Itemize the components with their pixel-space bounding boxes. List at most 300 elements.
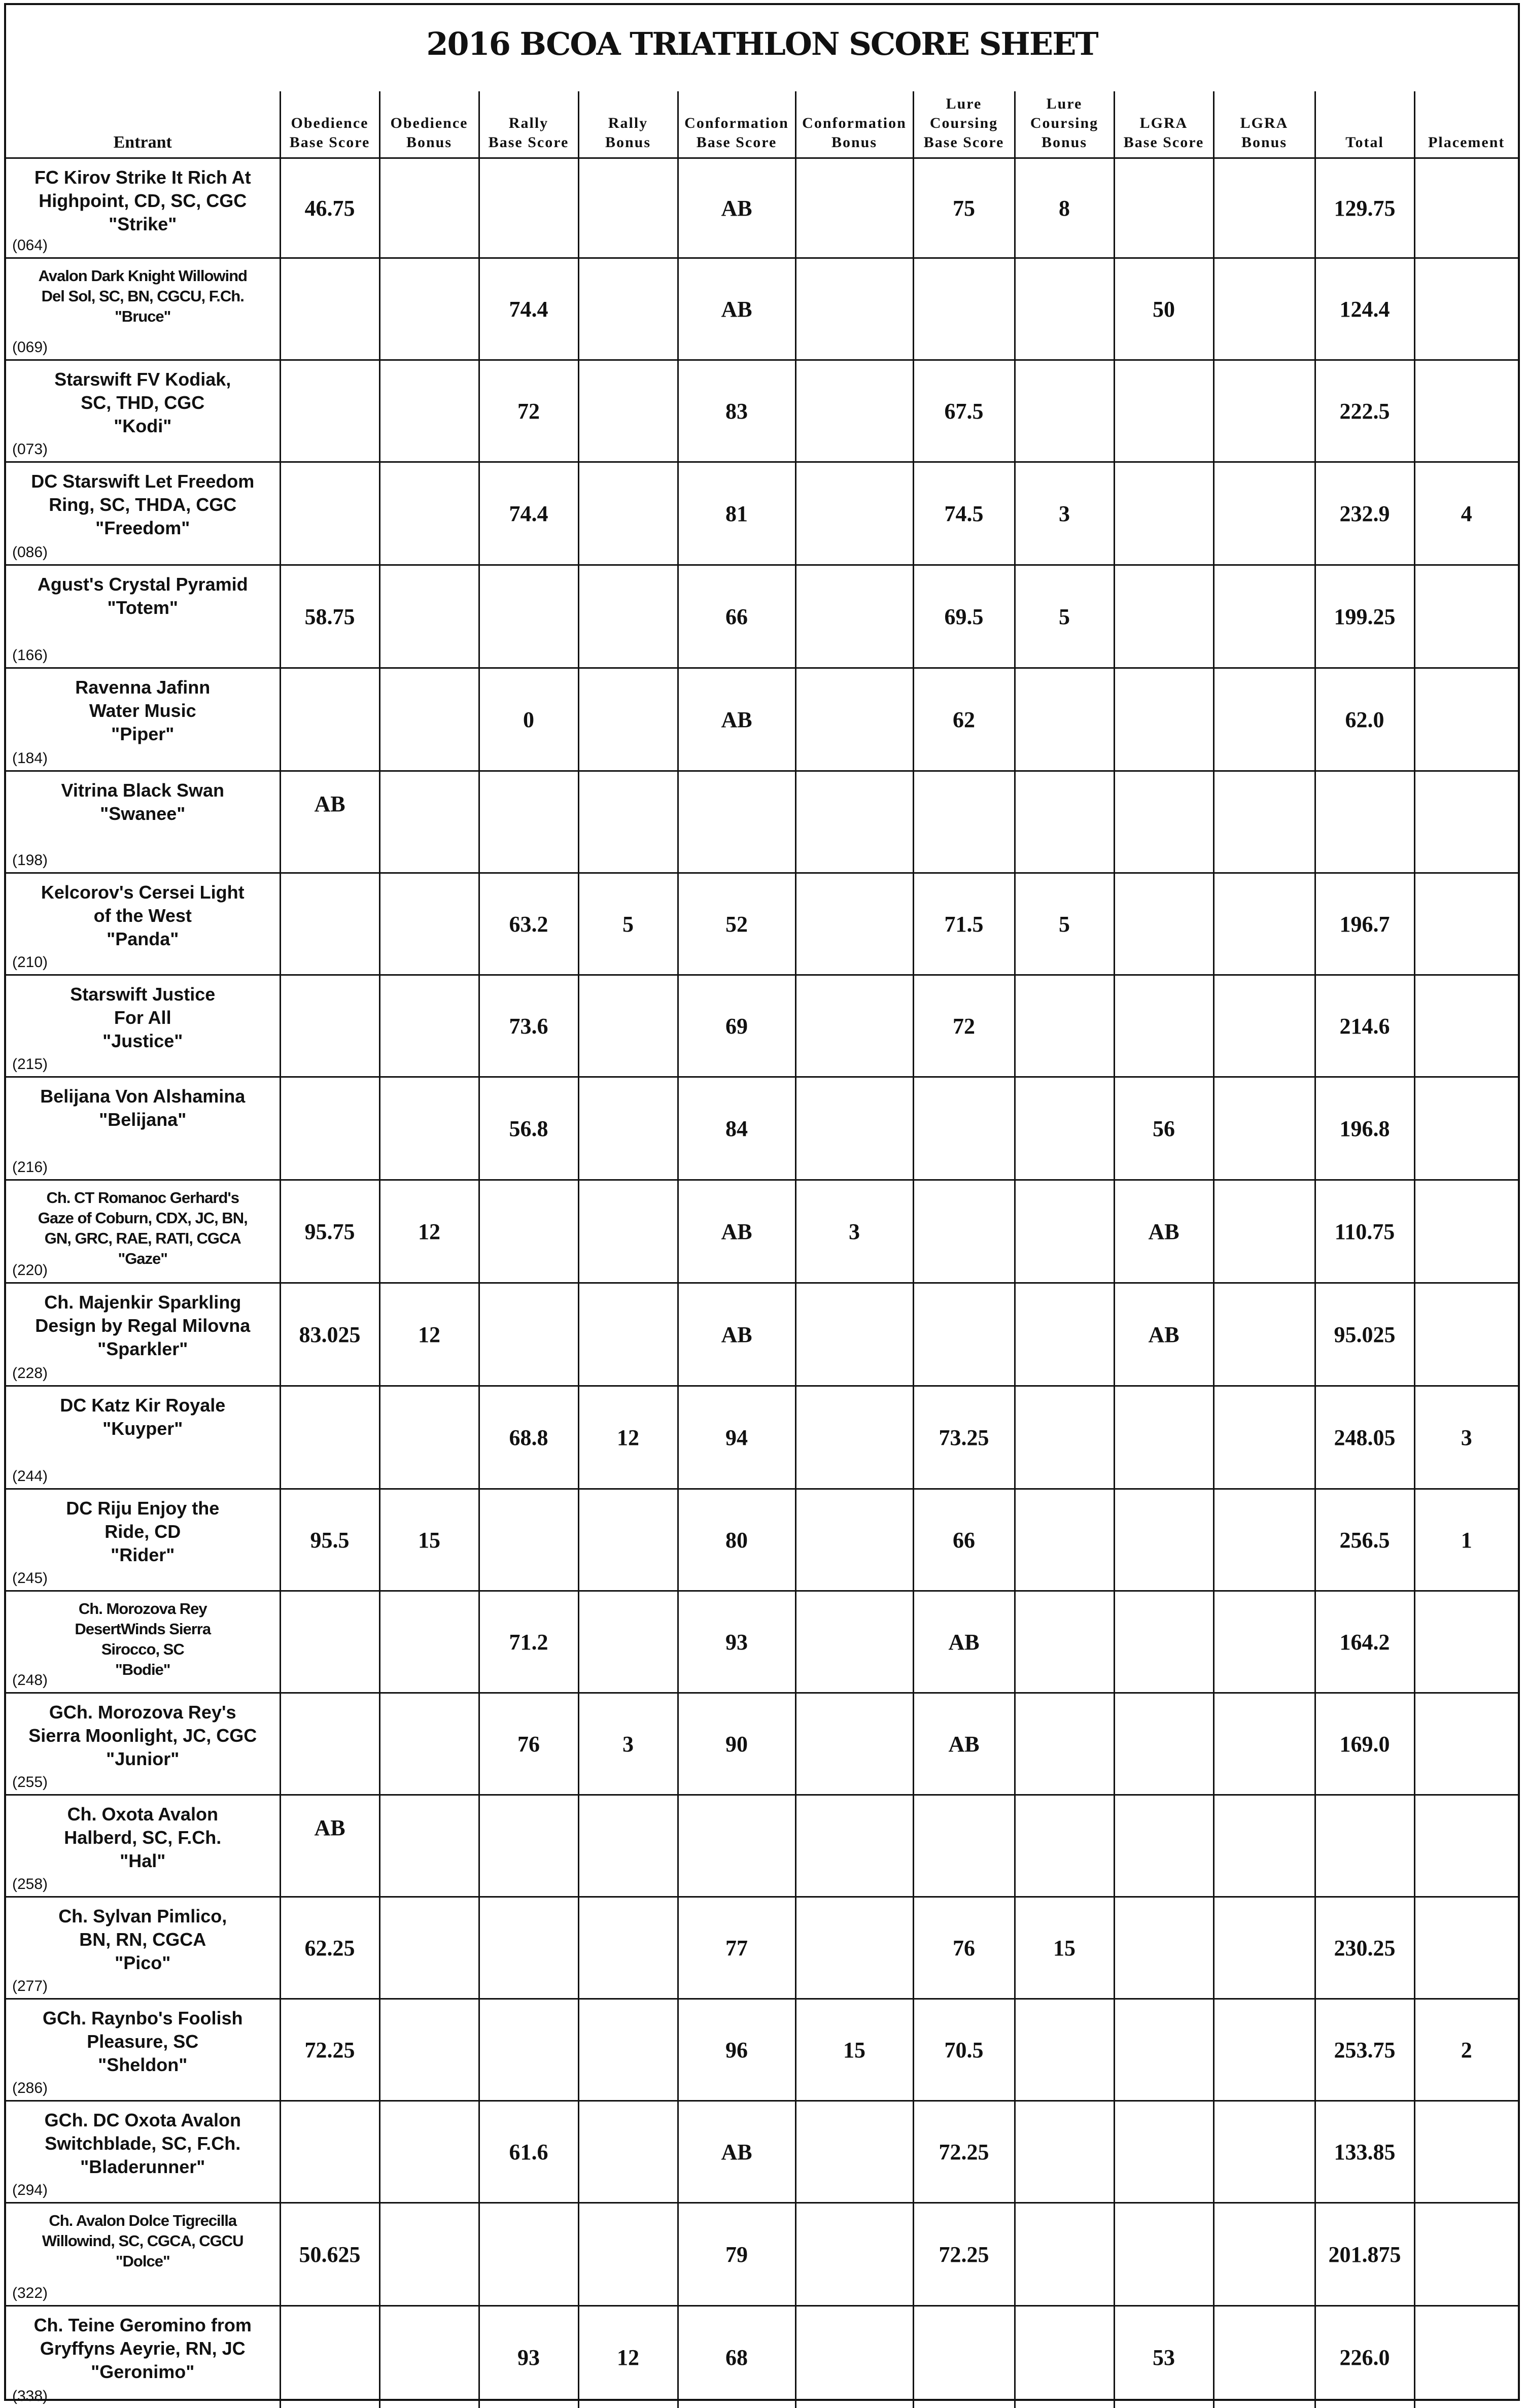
entrant-name-line: Ch. Majenkir Sparkling [11,1291,274,1314]
obedience-base-cell [280,360,379,462]
entrant-name-line: SC, THD, CGC [11,391,274,415]
entrant-cell [6,975,280,1077]
entrant-name-line: "Bodie" [11,1660,274,1680]
table-row [6,360,1518,462]
table-row [6,462,1518,565]
entrant-name-line: "Sparkler" [11,1337,274,1361]
table-row [6,2203,1518,2306]
entrant-name-line: "Piper" [11,723,274,746]
entrant-cell [6,158,280,258]
lure-bonus-cell: 15 [1015,1897,1114,1999]
conformation-bonus-cell [795,1489,913,1591]
placement-cell [1414,1077,1518,1180]
lgra-base-cell [1114,360,1213,462]
rally-base-cell: 73.6 [479,975,578,1077]
column-header-line: Obedience [380,114,478,133]
lure-bonus-cell [1015,2101,1114,2203]
rally-bonus-cell [578,462,678,565]
lure-bonus-cell [1015,1283,1114,1386]
column-header-lure-bonus [1015,91,1114,158]
obedience-bonus-cell: 15 [379,1489,479,1591]
entrant-number: (245) [12,1570,48,1587]
entrant-number: (216) [12,1159,48,1176]
entrant-number: (073) [12,441,48,458]
entrant-name [11,983,274,1053]
rally-bonus-cell: 3 [578,1693,678,1795]
lure-base-cell [913,1795,1015,1897]
lure-bonus-cell [1015,1489,1114,1591]
entrant-cell [6,258,280,360]
column-header-line: Entrant [6,133,280,152]
entrant-cell [6,2203,280,2306]
lure-base-cell: 67.5 [913,360,1015,462]
conformation-bonus-cell [795,462,913,565]
table-row [6,1489,1518,1591]
rally-bonus-cell [578,1489,678,1591]
conformation-bonus-cell [795,975,913,1077]
entrant-name-line: Agust's Crystal Pyramid [11,573,274,596]
obedience-bonus-cell [379,2203,479,2306]
rally-bonus-cell [578,565,678,668]
entrant-name [11,266,274,327]
conformation-base-cell: AB [678,668,795,771]
total-cell: 199.25 [1315,565,1414,668]
entrant-name-line: "Geronimo" [11,2360,274,2384]
conformation-bonus-cell [795,668,913,771]
entrant-name-line: GN, GRC, RAE, RATI, CGCA [11,1228,274,1249]
lure-bonus-cell: 5 [1015,565,1114,668]
obedience-bonus-cell [379,565,479,668]
column-header-line: LGRA [1115,114,1213,133]
entrant-name-line: "Sheldon" [11,2053,274,2077]
obedience-bonus-cell [379,1077,479,1180]
total-cell: 222.5 [1315,360,1414,462]
placement-cell [1414,1283,1518,1386]
lure-bonus-cell [1015,1386,1114,1489]
obedience-base-cell: AB [280,1795,379,1897]
total-cell: 129.75 [1315,158,1414,258]
total-cell: 248.05 [1315,1386,1414,1489]
lgra-base-cell [1114,1591,1213,1693]
rally-bonus-cell [578,158,678,258]
lure-base-cell: 73.25 [913,1386,1015,1489]
entrant-name-line: of the West [11,904,274,927]
rally-base-cell: 56.8 [479,1077,578,1180]
entrant-cell [6,1386,280,1489]
entrant-name [11,1701,274,1771]
entrant-name-line: Pleasure, SC [11,2030,274,2053]
column-header-line: Bonus [579,133,677,152]
entrant-cell [6,2306,280,2408]
conformation-base-cell: AB [678,258,795,360]
entrant-cell [6,771,280,873]
entrant-name-line: FC Kirov Strike It Rich At [11,166,274,189]
column-header-line: Placement [1415,133,1518,152]
entrant-cell [6,2101,280,2203]
placement-cell [1414,771,1518,873]
conformation-bonus-cell [795,2306,913,2408]
total-cell: 196.7 [1315,873,1414,975]
rally-base-cell [479,1283,578,1386]
column-header-entrant [6,91,280,158]
entrant-name-line: BN, RN, CGCA [11,1928,274,1951]
entrant-number: (277) [12,1978,48,1995]
lgra-bonus-cell [1213,258,1315,360]
entrant-name-line: "Kuyper" [11,1417,274,1440]
conformation-bonus-cell: 15 [795,1999,913,2101]
lure-bonus-cell [1015,771,1114,873]
obedience-base-cell [280,975,379,1077]
table-row [6,1283,1518,1386]
placement-cell [1414,2101,1518,2203]
rally-base-cell: 0 [479,668,578,771]
lure-bonus-cell [1015,360,1114,462]
conformation-base-cell: 96 [678,1999,795,2101]
lgra-bonus-cell [1213,771,1315,873]
entrant-name-line: "Kodi" [11,415,274,438]
entrant-name [11,1497,274,1567]
column-header-line: Conformation [796,114,913,133]
entrant-name-line: Gryffyns Aeyrie, RN, JC [11,2337,274,2360]
conformation-bonus-cell [795,1693,913,1795]
column-header-conformation-base [678,91,795,158]
placement-cell [1414,258,1518,360]
placement-cell [1414,1795,1518,1897]
lure-base-cell: 76 [913,1897,1015,1999]
lgra-base-cell [1114,1897,1213,1999]
conformation-bonus-cell [795,2101,913,2203]
entrant-name-line: GCh. Morozova Rey's [11,1701,274,1724]
table-row [6,873,1518,975]
rally-base-cell [479,565,578,668]
entrant-name-line: Water Music [11,699,274,723]
lure-bonus-cell [1015,2203,1114,2306]
lure-bonus-cell [1015,2306,1114,2408]
rally-base-cell: 61.6 [479,2101,578,2203]
entrant-name-line: Ch. CT Romanoc Gerhard's [11,1188,274,1208]
lure-bonus-cell [1015,975,1114,1077]
lgra-bonus-cell [1213,1591,1315,1693]
obedience-bonus-cell [379,668,479,771]
obedience-bonus-cell [379,258,479,360]
lure-base-cell [913,2306,1015,2408]
total-cell: 230.25 [1315,1897,1414,1999]
conformation-base-cell: 83 [678,360,795,462]
table-row [6,1591,1518,1693]
entrant-name-line: "Belijana" [11,1108,274,1131]
entrant-name-line: "Hal" [11,1849,274,1873]
entrant-name-line: "Gaze" [11,1249,274,1269]
lgra-bonus-cell [1213,2306,1315,2408]
rally-bonus-cell [578,1283,678,1386]
conformation-base-cell: 94 [678,1386,795,1489]
column-header-line: Coursing [1016,114,1114,133]
table-row [6,771,1518,873]
lgra-base-cell: 53 [1114,2306,1213,2408]
entrant-name [11,2007,274,2077]
entrant-number: (255) [12,1774,48,1791]
entrant-name-line: Sirocco, SC [11,1639,274,1660]
lure-base-cell: AB [913,1591,1015,1693]
conformation-bonus-cell [795,1591,913,1693]
conformation-base-cell: 68 [678,2306,795,2408]
placement-cell [1414,668,1518,771]
lgra-base-cell [1114,873,1213,975]
entrant-name-line: Halberd, SC, F.Ch. [11,1826,274,1849]
conformation-base-cell: AB [678,1283,795,1386]
table-row [6,1180,1518,1283]
conformation-base-cell: 52 [678,873,795,975]
rally-base-cell [479,771,578,873]
conformation-bonus-cell [795,158,913,258]
obedience-bonus-cell [379,1897,479,1999]
lgra-base-cell [1114,771,1213,873]
entrant-name-line: Ravenna Jafinn [11,676,274,699]
entrant-cell [6,462,280,565]
rally-base-cell: 74.4 [479,258,578,360]
entrant-name-line: "Strike" [11,213,274,236]
obedience-bonus-cell [379,360,479,462]
lure-base-cell [913,258,1015,360]
entrant-number: (184) [12,750,48,767]
conformation-base-cell: 80 [678,1489,795,1591]
table-row [6,668,1518,771]
rally-base-cell [479,1180,578,1283]
entrant-cell [6,360,280,462]
lgra-base-cell: AB [1114,1283,1213,1386]
entrant-name-line: Ch. Avalon Dolce Tigrecilla [11,2211,274,2231]
entrant-name [11,470,274,540]
entrant-number: (248) [12,1672,48,1689]
lgra-base-cell [1114,565,1213,668]
entrant-name-line: "Dolce" [11,2251,274,2272]
total-cell [1315,1795,1414,1897]
placement-cell [1414,158,1518,258]
column-header-line: Bonus [380,133,478,152]
total-cell: 62.0 [1315,668,1414,771]
total-cell: 124.4 [1315,258,1414,360]
entrant-number: (215) [12,1056,48,1073]
entrant-name-line: "Swanee" [11,802,274,825]
rally-bonus-cell: 12 [578,2306,678,2408]
lure-base-cell [913,1077,1015,1180]
lure-base-cell: AB [913,1693,1015,1795]
rally-base-cell: 93 [479,2306,578,2408]
obedience-base-cell [280,258,379,360]
sheet-title: 2016 BCOA TRIATHLON SCORE SHEET [6,25,1518,62]
total-cell [1315,771,1414,873]
lure-bonus-cell: 3 [1015,462,1114,565]
table-row [6,1795,1518,1897]
table-row [6,1386,1518,1489]
lgra-base-cell: 56 [1114,1077,1213,1180]
lgra-bonus-cell [1213,1180,1315,1283]
entrant-name [11,2109,274,2179]
rally-base-cell: 76 [479,1693,578,1795]
rally-base-cell: 72 [479,360,578,462]
column-header-line: Base Score [1115,133,1213,152]
entrant-name [11,779,274,825]
lure-base-cell [913,1180,1015,1283]
conformation-base-cell: AB [678,158,795,258]
rally-bonus-cell [578,258,678,360]
conformation-base-cell: 81 [678,462,795,565]
lgra-base-cell [1114,668,1213,771]
entrant-number: (338) [12,2388,48,2405]
column-header-line: Bonus [1214,133,1314,152]
column-header-total [1315,91,1414,158]
column-header-line: Bonus [796,133,913,152]
column-header-line: Base Score [679,133,795,152]
conformation-base-cell: 79 [678,2203,795,2306]
table-row [6,1897,1518,1999]
total-cell: 253.75 [1315,1999,1414,2101]
lgra-bonus-cell [1213,668,1315,771]
rally-base-cell [479,2203,578,2306]
rally-bonus-cell [578,771,678,873]
lure-base-cell: 69.5 [913,565,1015,668]
rally-base-cell: 71.2 [479,1591,578,1693]
table-row [6,1693,1518,1795]
total-cell: 256.5 [1315,1489,1414,1591]
obedience-base-cell [280,1077,379,1180]
entrant-name-line: Ring, SC, THDA, CGC [11,493,274,517]
column-header-line: Lure [1016,94,1114,114]
entrant-cell [6,1999,280,2101]
entrant-cell [6,668,280,771]
total-cell: 133.85 [1315,2101,1414,2203]
rally-base-cell [479,1489,578,1591]
column-header-lure-base [913,91,1015,158]
obedience-base-cell: 95.5 [280,1489,379,1591]
placement-cell [1414,1591,1518,1693]
lure-base-cell: 62 [913,668,1015,771]
entrant-name-line: Willowind, SC, CGCA, CGCU [11,2231,274,2251]
lure-bonus-cell [1015,1693,1114,1795]
obedience-bonus-cell [379,158,479,258]
rally-bonus-cell [578,2203,678,2306]
lgra-bonus-cell [1213,1386,1315,1489]
entrant-name-line: Avalon Dark Knight Willowind [11,266,274,286]
entrant-name [11,1599,274,1680]
obedience-base-cell: 62.25 [280,1897,379,1999]
conformation-bonus-cell [795,1795,913,1897]
entrant-name-line: Belijana Von Alshamina [11,1085,274,1108]
entrant-name [11,368,274,438]
lure-bonus-cell [1015,258,1114,360]
column-header-line: Base Score [480,133,578,152]
placement-cell [1414,565,1518,668]
rally-bonus-cell [578,1180,678,1283]
entrant-name [11,676,274,746]
rally-base-cell: 68.8 [479,1386,578,1489]
conformation-base-cell: 84 [678,1077,795,1180]
lure-base-cell: 71.5 [913,873,1015,975]
entrant-name-line: "Bruce" [11,306,274,327]
conformation-bonus-cell [795,1283,913,1386]
conformation-base-cell: 77 [678,1897,795,1999]
placement-cell [1414,1897,1518,1999]
column-header-line: Conformation [679,114,795,133]
total-cell: 201.875 [1315,2203,1414,2306]
rally-bonus-cell: 12 [578,1386,678,1489]
lure-bonus-cell [1015,1180,1114,1283]
entrant-name-line: GCh. Raynbo's Foolish [11,2007,274,2030]
entrant-name [11,2211,274,2272]
obedience-base-cell [280,873,379,975]
placement-cell: 1 [1414,1489,1518,1591]
lgra-bonus-cell [1213,360,1315,462]
entrant-name-line: "Justice" [11,1029,274,1053]
rally-bonus-cell [578,2101,678,2203]
total-cell: 226.0 [1315,2306,1414,2408]
lgra-bonus-cell [1213,1283,1315,1386]
obedience-bonus-cell [379,1386,479,1489]
total-cell: 214.6 [1315,975,1414,1077]
placement-cell [1414,2203,1518,2306]
conformation-bonus-cell [795,2203,913,2306]
lgra-bonus-cell [1213,1077,1315,1180]
obedience-bonus-cell [379,1693,479,1795]
obedience-bonus-cell [379,873,479,975]
conformation-base-cell: AB [678,1180,795,1283]
rally-base-cell [479,1795,578,1897]
lure-base-cell: 72.25 [913,2203,1015,2306]
entrant-name [11,1394,274,1440]
rally-base-cell: 74.4 [479,462,578,565]
entrant-name-line: DC Starswift Let Freedom [11,470,274,493]
lgra-bonus-cell [1213,462,1315,565]
rally-bonus-cell [578,1591,678,1693]
score-table-body [6,158,1518,2408]
lgra-base-cell [1114,1489,1213,1591]
conformation-bonus-cell: 3 [795,1180,913,1283]
total-cell: 110.75 [1315,1180,1414,1283]
column-header-line: Rally [579,114,677,133]
table-row [6,2306,1518,2408]
entrant-name-line: DesertWinds Sierra [11,1619,274,1639]
entrant-name-line: Switchblade, SC, F.Ch. [11,2132,274,2155]
conformation-bonus-cell [795,1077,913,1180]
conformation-bonus-cell [795,1897,913,1999]
lgra-bonus-cell [1213,565,1315,668]
entrant-cell [6,873,280,975]
total-cell: 232.9 [1315,462,1414,565]
entrant-name-line: Gaze of Coburn, CDX, JC, BN, [11,1208,274,1228]
obedience-bonus-cell [379,1795,479,1897]
lgra-bonus-cell [1213,2101,1315,2203]
column-header-line: Coursing [914,114,1014,133]
score-table [6,91,1518,2408]
entrant-number: (210) [12,954,48,971]
entrant-cell [6,1489,280,1591]
score-sheet [4,3,1520,2401]
placement-cell: 4 [1414,462,1518,565]
obedience-base-cell [280,1386,379,1489]
entrant-cell [6,1283,280,1386]
rally-bonus-cell [578,975,678,1077]
entrant-number: (166) [12,647,48,664]
lgra-bonus-cell [1213,1897,1315,1999]
lure-base-cell: 70.5 [913,1999,1015,2101]
entrant-name-line: "Bladerunner" [11,2155,274,2179]
rally-bonus-cell [578,1795,678,1897]
lgra-bonus-cell [1213,2203,1315,2306]
entrant-name-line: Ch. Teine Geromino from [11,2314,274,2337]
entrant-name-line: DC Riju Enjoy the [11,1497,274,1520]
entrant-name [11,166,274,236]
lgra-base-cell [1114,158,1213,258]
